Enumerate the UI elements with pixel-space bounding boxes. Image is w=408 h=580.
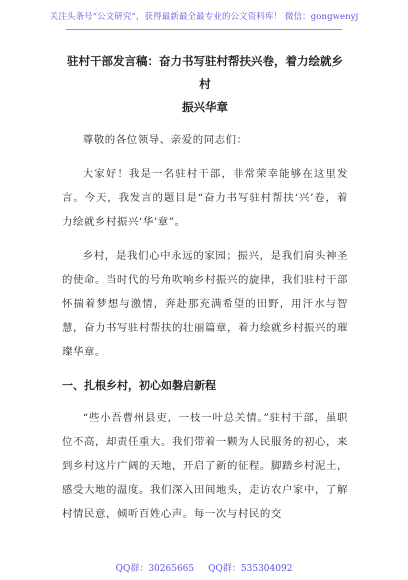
footer-contact — [0, 561, 408, 574]
salutation: 尊敬的各位领导、亲爱的同志们： — [82, 134, 248, 146]
footer-qq-group-1: QQ群：30265665 — [115, 564, 195, 574]
paragraph-section-1: “些小吾曹州县吏，一枝一叶总关情。”驻村干部，虽职位不高，却责任重大。我们带着一颗为人民服务的初心，来到乡村这片广阔的天地，开启了新的征程。脚踏乡村泥土，感受大地的温度。我们深入田间地头，走访农户家中，了解村情民意，倾听百姓心声。每一次与村民的交 — [62, 412, 348, 520]
document-body — [62, 128, 348, 536]
paragraph-intro: 大家好！我是一名驻村干部，非常荣幸能够在这里发言。今天，我发言的题目是“奋力书写驻村帮扶‘兴’卷，着力绘就乡村振兴‘华’章”。 — [62, 168, 348, 228]
section-heading: 一、扎根乡村，初心如磐启新程 — [62, 379, 216, 392]
footer-qq-group-2: QQ群：535304092 — [208, 564, 293, 574]
header-divider — [66, 29, 342, 30]
title-line-2: 振兴华章 — [182, 100, 228, 114]
header-notice: 关注头条号“公文研究”，获得最新最全最专业的公文资料库！ 微信：gongwenyj — [49, 12, 359, 22]
title-line-1: 驻村干部发言稿：奋力书写驻村帮扶兴卷，着力绘就乡村 — [67, 54, 343, 91]
paragraph-mission: 乡村，是我们心中永远的家园；振兴，是我们肩头神圣的使命。当时代的号角吹响乡村振兴的旋律，我们驻村干部怀揣着梦想与激情，奔赴那充满希望的田野，用汗水与智慧，奋力书写驻村帮扶的壮丽篇章，着力绘就乡村振兴的璀璨华章。 — [62, 250, 348, 358]
document-title — [62, 50, 348, 119]
